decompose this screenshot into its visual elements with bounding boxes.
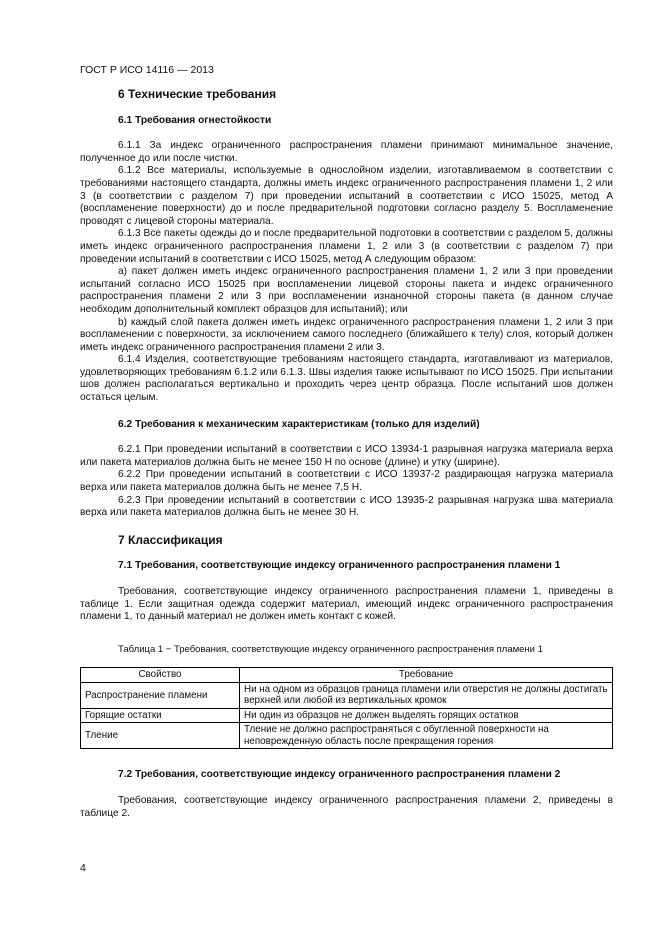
para-6-1-2: 6.1.2 Все материалы, используемые в однослойном изделии, изготавливаемом в соответствии с требованиями настоящего стандарта, должны иметь индекс ограниченного распространения пламени 1, 2 или 3 (в соответствии с разделом 7) при проведении испытаний в соответствии с ИСО 15025, метод А (воспламенение поверхности) до и после предварительной подготовки согласно разделу 5. Воспламенение проводят с лицевой стороны материала.: [80, 165, 613, 227]
para-6-1-3: 6.1.3 Все пакеты одежды до и после предварительной подготовки в соответствии с разделом 5, должны иметь индекс ограниченного распространения пламени 1, 2 или 3 (в соответствии с разделом 7) при проведении испытаний в соответствии с ИСО 15025, метод А следующим образом:: [80, 228, 613, 265]
table-row: [81, 723, 613, 749]
table-header-property: Свойство: [81, 668, 240, 683]
table-cell-requirement: Ни на одном из образцов граница пламени или отверстия не должны достигать верхней или любой из вертикальных кромок: [240, 682, 613, 708]
table-header-requirement: Требование: [240, 668, 613, 683]
table-cell-property: Горящие остатки: [81, 708, 240, 723]
page-number: 4: [80, 862, 86, 874]
section-7-1-title: 7.1 Требования, соответствующие индексу ограниченного распространения пламени 1: [118, 560, 561, 572]
section-6-2-title: 6.2 Требования к механическим характеристикам (только для изделий): [118, 418, 480, 430]
para-6-2-2: 6.2.2 При проведении испытаний в соответствии с ИСО 13937-2 раздирающая нагрузка материала верха или пакета материалов должна быть не менее 7,5 Н.: [80, 469, 613, 494]
table-row: [81, 708, 613, 723]
table-1-caption: Таблица 1 − Требования, соответствующие индексу ограниченного распространения пламени 1: [118, 643, 543, 655]
table-cell-property: Тление: [81, 723, 240, 749]
para-6-2-3: 6.2.3 При проведении испытаний в соответствии с ИСО 13935-2 разрывная нагрузка шва материала верха или пакета материалов должна быть не менее 30 Н.: [80, 494, 613, 519]
table-cell-requirement: Тление не должно распространяться с обугленной поверхности на неповрежденную область после прекращения горения: [240, 723, 613, 749]
section-6-1-title: 6.1 Требования огнестойкости: [118, 114, 272, 126]
page-header: ГОСТ Р ИСО 14116 — 2013: [80, 64, 214, 76]
para-6-1-3-b: b) каждый слой пакета должен иметь индекс ограниченного распространения пламени 1, 2 или 3 при воспламенении с поверхности, за исключением самого последнего (ближайшего к телу) слоя, который должен иметь индекс ограниченного распространения пламени 2 или 3.: [80, 316, 613, 353]
section-6-title: 6 Технические требования: [118, 87, 277, 101]
section-7-title: 7 Классификация: [118, 532, 223, 547]
table-row: [81, 682, 613, 708]
para-6-2-1: 6.2.1 При проведении испытаний в соответствии с ИСО 13934-1 разрывная нагрузка материала верха или пакета материалов должна быть не менее 150 Н по основе (длине) и утку (ширине).: [80, 444, 613, 468]
para-7-1: Требования, соответствующие индексу ограниченного распространения пламени 1, приведены в таблице 1. Если защитная одежда содержит материал, имеющий индекс ограниченного распространения пламени 1, то данный материал не должен иметь контакт с кожей.: [80, 586, 613, 623]
table-header-row: [81, 668, 613, 683]
table-1: [80, 667, 613, 749]
para-6-1-3-a: а) пакет должен иметь индекс ограниченного распространения пламени 1, 2 или 3 при проведении испытаний согласно ИСО 15025 при воспламенении лицевой стороны пакета и индекс ограниченного распространения пламени 2 или 3 при воспламенении изнаночной стороны пакета (в данном случае необходим дополнительный комплект образцов для испытаний); или: [80, 266, 613, 315]
para-6-1-1: 6.1.1 За индекс ограниченного распространения пламени принимают минимальное значение, полученное до или после чистки.: [80, 140, 613, 164]
para-6-1-4: 6.1.4 Изделия, соответствующие требованиям настоящего стандарта, изготавливают из материалов, удовлетворяющих требованиям 6.1.2 или 6.1.3. Швы изделия также испытывают по ИСО 15025. При испытании шов должен располагаться вертикально и проходить через центр образца. После испытаний шов должен остаться целым.: [80, 354, 613, 404]
para-7-2: Требования, соответствующие индексу ограниченного распространения пламени 2, приведены в таблице 2.: [80, 794, 613, 819]
section-7-2-title: 7.2 Требования, соответствующие индексу ограниченного распространения пламени 2: [118, 769, 561, 781]
document-body: [80, 88, 613, 820]
table-cell-property: Распространение пламени: [81, 682, 240, 708]
table-cell-requirement: Ни один из образцов не должен выделять горящих остатков: [240, 708, 613, 723]
